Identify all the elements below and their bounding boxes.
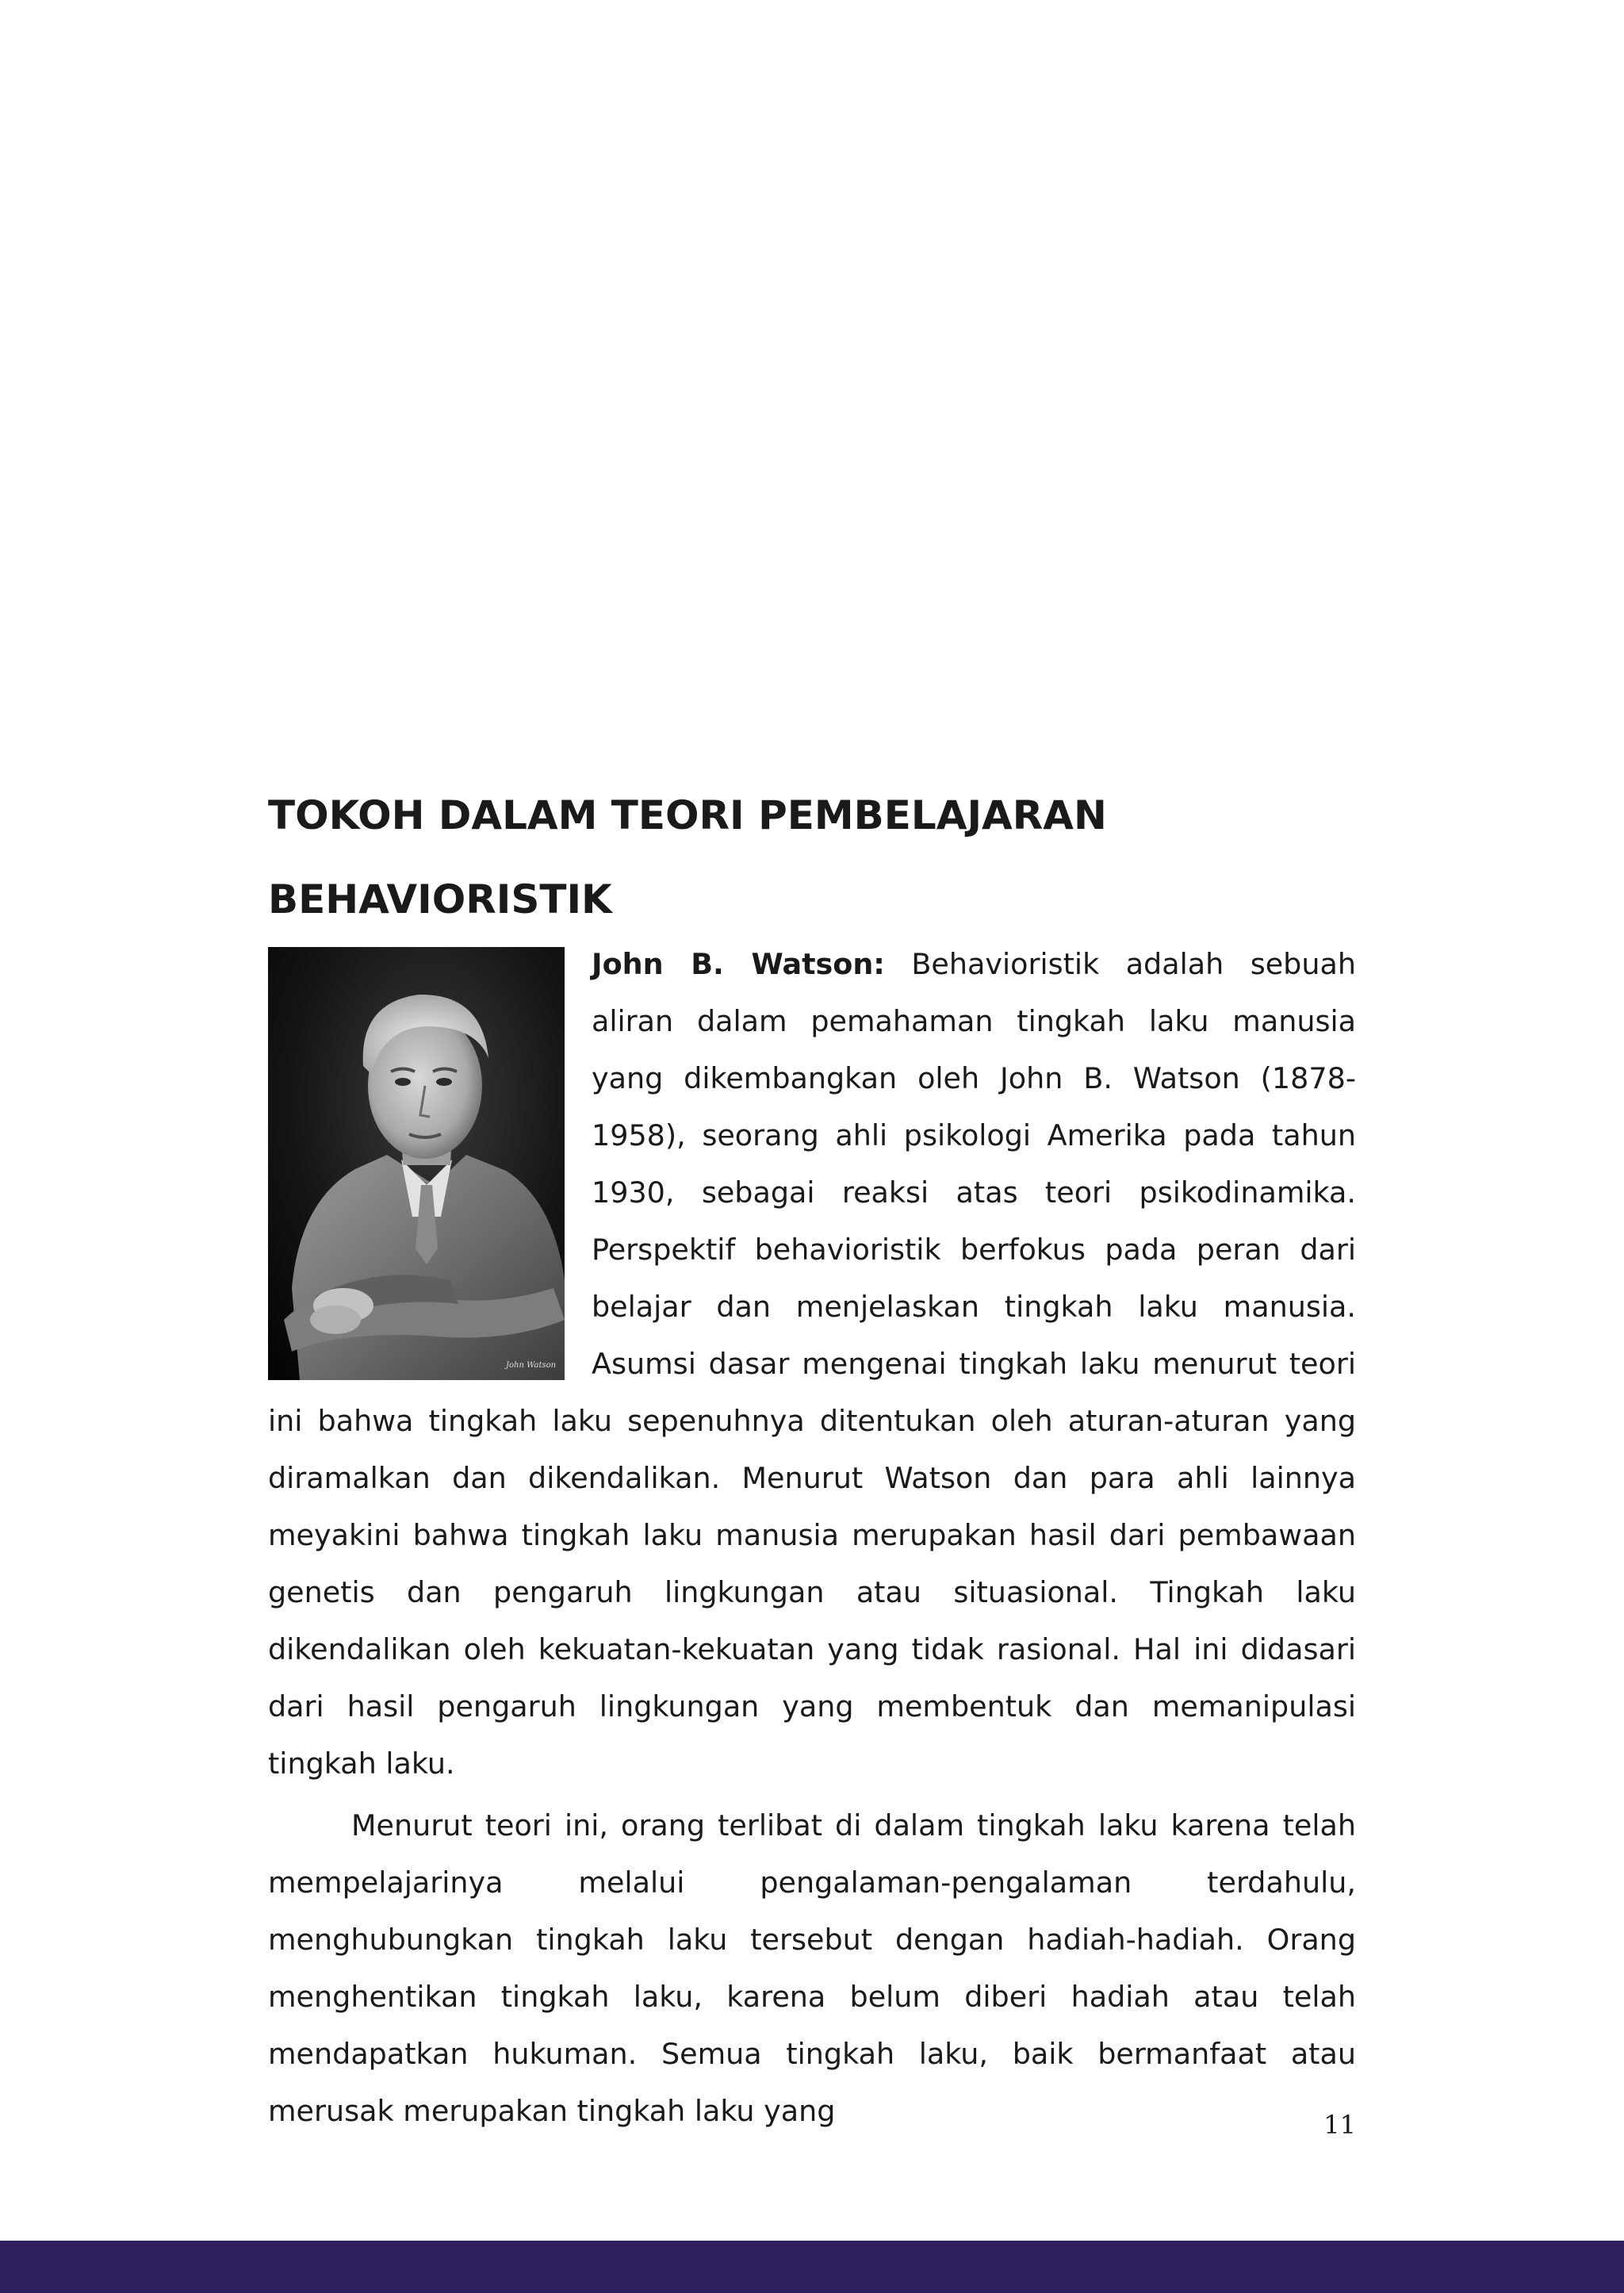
paragraph-2: Menurut teori ini, orang terlibat di dalam tingkah laku karena telah mempelajarinya melalui pengalaman-pengalaman terdahulu, menghubungkan tingkah laku tersebut dengan hadiah-hadiah. Orang menghentikan tingkah laku, karena belum diberi hadiah atau telah mendapatkan hukuman. Semua tingkah laku, baik bermanfaat atau merusak merupakan tingkah laku yang bbox=[268, 1808, 1356, 2128]
page-number: 11 bbox=[1323, 2110, 1356, 2140]
section-heading-line-2: BEHAVIORISTIK bbox=[268, 876, 612, 922]
body-text bbox=[268, 936, 1356, 2140]
section-heading bbox=[268, 773, 1378, 941]
footer-bar bbox=[0, 2241, 1624, 2293]
lead-name: John B. Watson: bbox=[592, 947, 885, 981]
paragraph-1-text: Behavioristik adalah sebuah aliran dalam pemahaman tingkah laku manusia yang dikembangkan oleh John B. Watson (1878- 1958), seorang ahli psikologi Amerika pada tahun 1930, sebagai reaksi atas teori psikodinamika. Perspektif behavioristik berfokus pada peran dari belajar dan menjelaskan tingkah laku manusia. Asumsi dasar mengenai tingkah laku menurut teori ini bahwa tingkah laku sepenuhnya ditentukan oleh aturan-aturan yang diramalkan dan dikendalikan. Menurut Watson dan para ahli lainnya meyakini bahwa tingkah laku manusia merupakan hasil dari pembawaan genetis dan pengaruh lingkungan atau situasional. Tingkah laku dikendalikan oleh kekuatan-kekuatan yang tidak rasional. Hal ini didasari dari hasil pengaruh lingkungan yang membentuk dan memanipulasi tingkah laku. bbox=[268, 947, 1356, 1781]
section-heading-line-1: TOKOH DALAM TEORI PEMBELAJARAN bbox=[268, 792, 1107, 838]
watson-portrait-photo bbox=[268, 947, 565, 1380]
portrait-signature: John Watson bbox=[506, 1361, 557, 1370]
